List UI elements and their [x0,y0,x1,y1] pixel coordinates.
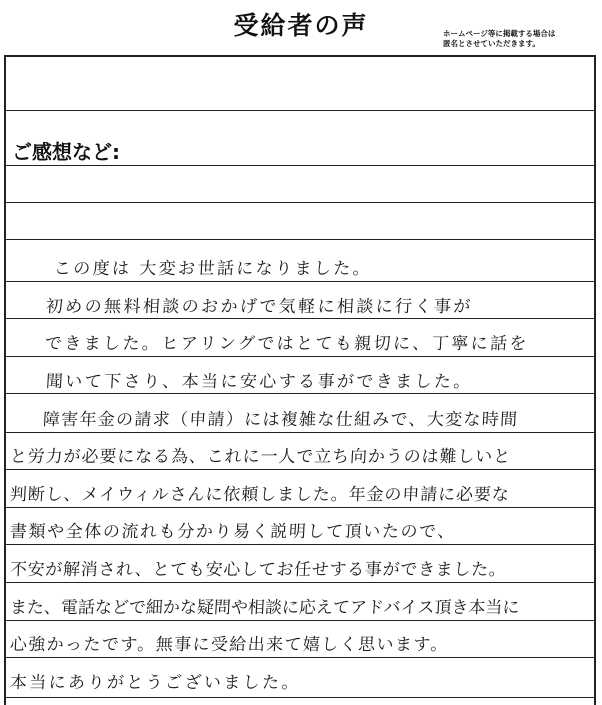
comment-line: 書類や全体の流れも分かり易く説明して頂いたので、 [9,522,457,542]
comment-line: 不安が解消され、とても安心してお任せする事ができました。 [9,560,508,580]
rule-line [4,110,596,111]
anonymity-note [443,29,601,49]
comment-line: 聞いて下さり、本当に安心する事ができました。 [45,372,474,392]
rule-line [4,582,596,583]
anonymity-note-line-2: 匿名とさせていただきます。 [443,39,540,48]
rule-line [4,239,596,240]
comment-line: 初めの無料相談のおかげで気軽に相談に行く事が [45,297,474,317]
rule-line [4,432,596,433]
rule-line [4,393,596,394]
comment-line: と労力が必要になる為、これに一人で立ち向かうのは難しいと [9,447,512,467]
form-title: 受給者の声 [233,11,369,40]
rule-line [4,318,596,319]
rule-line [4,469,596,470]
rule-line [4,202,596,203]
rule-line [4,507,596,508]
rule-line [4,544,596,545]
rule-line [4,657,596,658]
comment-line: 本当にありがとうございました。 [9,673,302,693]
rule-line [4,356,596,357]
comment-line: 障害年金の請求（申請）には複雑な仕組みで、大変な時間 [42,410,519,430]
comment-line: できました。ヒアリングではとても親切に、丁寧に話を [44,334,530,354]
comment-line: 心強かったです。無事に受給出来て嬉しく思います。 [9,635,450,655]
rule-line [4,620,596,621]
anonymity-note-line-1: ホームページ等に掲載する場合は [443,29,556,38]
rule-line [4,165,596,166]
comment-line: また、電話などで細かな疑問や相談に応えてアドバイス頂き本当に [9,598,520,618]
comment-line: 判断し、メイウィルさんに依頼しました。年金の申請に必要な [9,485,511,505]
rule-line [4,281,596,282]
impressions-label: ご感想など: [12,140,120,164]
rule-line [4,697,596,698]
comment-line: この度は 大変お世話になりました。 [53,259,373,279]
